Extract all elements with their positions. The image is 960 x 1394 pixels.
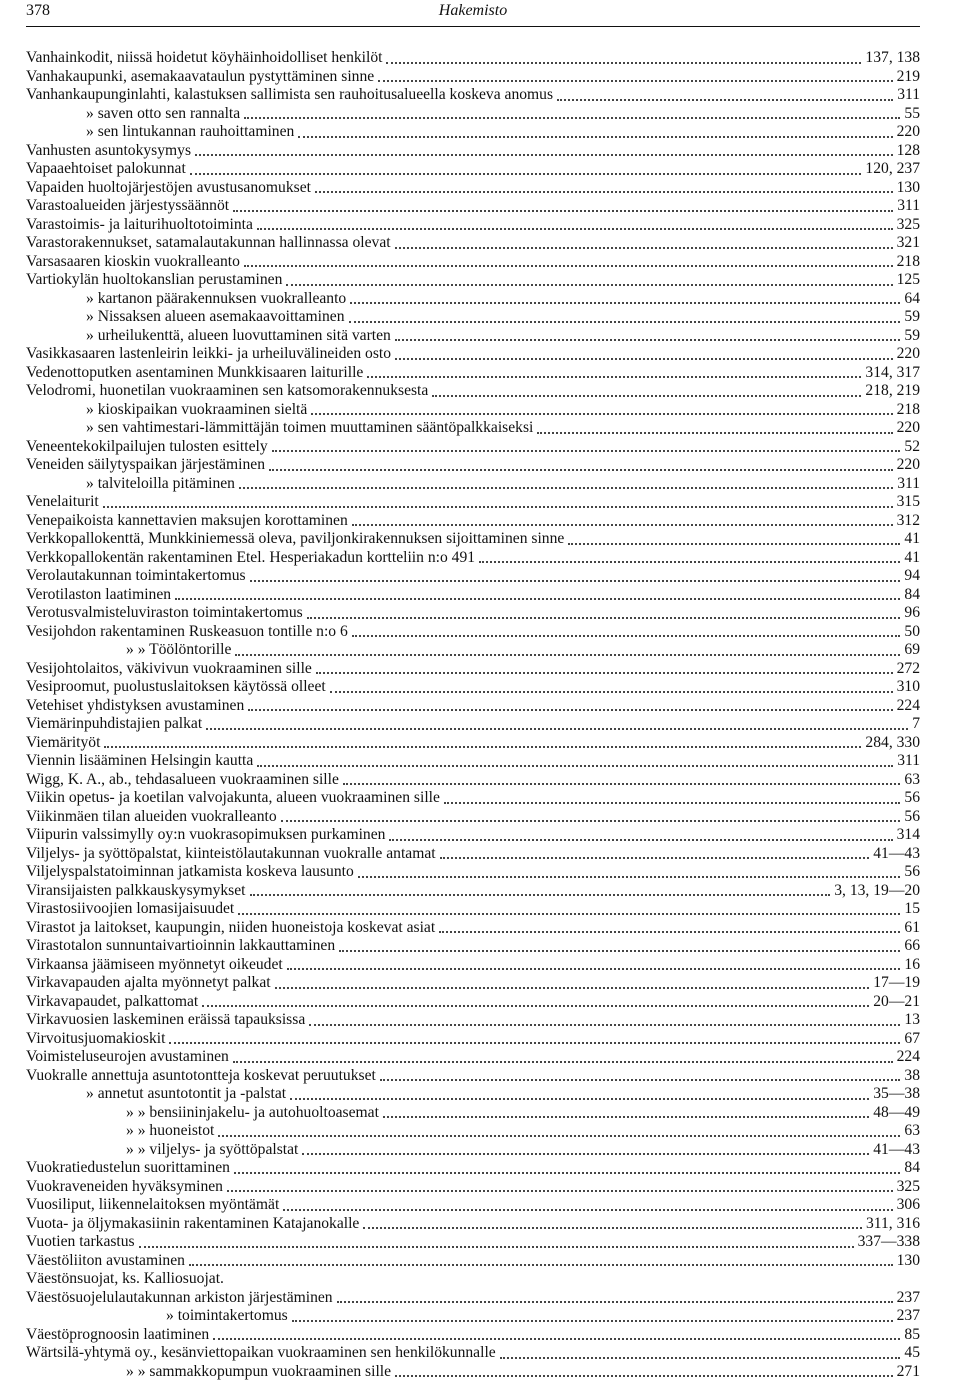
entry-page-ref: 94 bbox=[904, 567, 920, 584]
entry-page-ref: 312 bbox=[896, 511, 920, 529]
index-entry bbox=[26, 549, 920, 568]
entry-page-ref: 69 bbox=[904, 641, 920, 658]
dot-leader bbox=[287, 967, 901, 970]
index-entry bbox=[26, 697, 920, 716]
entry-text: Väestösuojelulautakunnan arkiston järjestäminen bbox=[26, 1288, 333, 1306]
entry-page-ref: 125 bbox=[896, 271, 920, 288]
index-entry bbox=[26, 1067, 920, 1086]
entry-page-ref: 66 bbox=[904, 937, 920, 954]
index-entry bbox=[26, 1122, 920, 1141]
index-entry bbox=[26, 419, 920, 438]
index-entry bbox=[26, 826, 920, 845]
entry-text: Virastot ja laitokset, kaupungin, niiden huoneistoja koskevat asiat bbox=[26, 918, 436, 936]
index-entry bbox=[26, 919, 920, 938]
entry-page-ref: 64 bbox=[904, 289, 920, 307]
index-entry bbox=[26, 567, 920, 586]
dot-leader bbox=[352, 523, 893, 526]
dot-leader bbox=[257, 764, 893, 767]
index-entry bbox=[26, 1215, 920, 1234]
index-entry bbox=[26, 456, 920, 475]
entry-text: Voimisteluseurojen avustaminen bbox=[26, 1048, 229, 1065]
dot-leader bbox=[248, 708, 892, 711]
index-entry bbox=[26, 586, 920, 605]
dot-leader bbox=[283, 1208, 892, 1211]
index-entry bbox=[26, 105, 920, 124]
index-entry bbox=[26, 845, 920, 864]
entry-text: Varsasaaren kioskin vuokralleanto bbox=[26, 252, 240, 270]
entry-text: » » bensiininjakelu- ja autohuoltoasemat bbox=[126, 1103, 379, 1121]
entry-text: Vuotien tarkastus bbox=[26, 1233, 135, 1250]
entry-text: Väestöliiton avustaminen bbox=[26, 1251, 185, 1269]
entry-page-ref: 85 bbox=[904, 1325, 920, 1343]
index-entry bbox=[26, 68, 920, 87]
entry-page-ref: 48—49 bbox=[873, 1103, 920, 1121]
dot-leader bbox=[233, 1060, 893, 1063]
index-entry bbox=[26, 1030, 920, 1049]
index-entry bbox=[26, 1363, 920, 1382]
dot-leader bbox=[250, 579, 901, 582]
entry-page-ref: 237 bbox=[896, 1288, 920, 1306]
entry-page-ref: 120, 237 bbox=[865, 160, 920, 177]
index-entry bbox=[26, 623, 920, 642]
dot-leader bbox=[175, 597, 900, 600]
entry-page-ref: 96 bbox=[904, 604, 920, 621]
dot-leader bbox=[479, 560, 900, 563]
entry-text: Viljelyspalstatoiminnan jatkamista koskeva lausunto bbox=[26, 863, 354, 880]
entry-page-ref: 56 bbox=[904, 789, 920, 806]
entry-text: Verotusvalmisteluviraston toimintakertomus bbox=[26, 604, 303, 621]
dot-leader bbox=[352, 634, 901, 637]
entry-text: Wärtsilä-yhtymä oy., kesänviettopaikan vuokraaminen sen henkilökunnalle bbox=[26, 1344, 496, 1361]
index-entry bbox=[26, 715, 920, 734]
index-entry bbox=[26, 49, 920, 68]
entry-page-ref: 84 bbox=[904, 1159, 920, 1176]
index-entry bbox=[26, 197, 920, 216]
entry-text: Vanhainkodit, niissä hoidetut köyhäinhoidolliset henkilöt bbox=[26, 49, 383, 66]
dot-leader bbox=[233, 209, 893, 212]
entry-text: » sen vahtimestari-lämmittäjän toimen muuttaminen sääntöpalkkaiseksi bbox=[86, 419, 534, 436]
entry-text: Veneiden säilytyspaikan järjestäminen bbox=[26, 456, 266, 473]
dot-leader bbox=[275, 986, 870, 989]
entry-text: Vesijohdon rakentaminen Ruskeasuon tontille n:o 6 bbox=[26, 622, 348, 640]
dot-leader bbox=[228, 1284, 916, 1285]
index-entry bbox=[26, 86, 920, 105]
dot-leader bbox=[281, 819, 901, 822]
entry-text: Väestöprognoosin laatiminen bbox=[26, 1325, 210, 1343]
dot-leader bbox=[358, 875, 901, 878]
index-entry bbox=[26, 401, 920, 420]
index-entry bbox=[26, 290, 920, 309]
entry-text: Vesijohtolaitos, väkivivun vuokraaminen sille bbox=[26, 659, 312, 677]
index-entry bbox=[26, 974, 920, 993]
entry-page-ref: 218, 219 bbox=[865, 382, 920, 399]
page-header bbox=[26, 0, 920, 26]
entry-text: Virkaansa jäämiseen myönnetyt oikeudet bbox=[26, 955, 283, 973]
entry-page-ref: 311 bbox=[897, 474, 920, 492]
dot-leader bbox=[500, 1356, 901, 1359]
dot-leader bbox=[343, 782, 901, 785]
entry-page-ref: 41 bbox=[904, 530, 920, 547]
index-entry bbox=[26, 493, 920, 512]
index-entry bbox=[26, 863, 920, 882]
entry-text: Virvoitusjuomakioskit bbox=[26, 1029, 166, 1047]
entry-page-ref: 56 bbox=[904, 863, 920, 880]
dot-leader bbox=[349, 320, 901, 323]
entry-text: Viennin lisääminen Helsingin kautta bbox=[26, 752, 254, 769]
entry-text: Velodromi, huonetilan vuokraaminen sen katsomorakennuksesta bbox=[26, 382, 429, 399]
entry-text: » toimintakertomus bbox=[166, 1307, 288, 1324]
dot-leader bbox=[537, 431, 892, 434]
dot-leader bbox=[367, 375, 861, 378]
index-entry bbox=[26, 1289, 920, 1308]
dot-leader bbox=[309, 1023, 900, 1026]
entry-page-ref: 3, 13, 19—20 bbox=[834, 881, 920, 899]
entry-text: Varastoimis- ja laiturihuoltotoiminta bbox=[26, 215, 253, 233]
entry-text: Vasikkasaaren lastenleirin leikki- ja urheiluvälineiden osto bbox=[26, 345, 392, 362]
dot-leader bbox=[213, 1337, 900, 1340]
dot-leader bbox=[195, 153, 893, 156]
entry-page-ref: 13 bbox=[904, 1011, 920, 1028]
entry-page-ref: 314, 317 bbox=[865, 363, 920, 381]
dot-leader bbox=[269, 468, 893, 471]
dot-leader bbox=[316, 671, 893, 674]
dot-leader bbox=[250, 893, 831, 896]
dot-leader bbox=[432, 394, 861, 397]
index-entry bbox=[26, 234, 920, 253]
dot-leader bbox=[139, 1245, 854, 1248]
index-entries bbox=[26, 49, 920, 1381]
entry-page-ref: 63 bbox=[904, 770, 920, 788]
dot-leader bbox=[290, 1097, 869, 1100]
index-entry bbox=[26, 530, 920, 549]
entry-page-ref: 237 bbox=[896, 1307, 920, 1324]
entry-text: Verotilaston laatiminen bbox=[26, 585, 172, 603]
dot-leader bbox=[227, 1189, 893, 1192]
index-entry bbox=[26, 123, 920, 142]
index-entry bbox=[26, 1307, 920, 1326]
entry-text: Vuokralle annettuja asuntotontteja koskevat peruutukset bbox=[26, 1066, 376, 1084]
entry-text: » annetut asuntotontit ja -palstat bbox=[86, 1085, 287, 1102]
index-entry bbox=[26, 308, 920, 327]
entry-text: Virkavuosien laskeminen eräissä tapauksissa bbox=[26, 1011, 306, 1028]
entry-text: Viikinmäen tilan alueiden vuokralleanto bbox=[26, 807, 277, 825]
entry-page-ref: 220 bbox=[896, 345, 920, 362]
index-entry bbox=[26, 900, 920, 919]
index-entry bbox=[26, 1085, 920, 1104]
entry-text: Veneentekokilpailujen tulosten esittely bbox=[26, 437, 268, 455]
entry-text: » saven otto sen rannalta bbox=[86, 104, 241, 122]
index-entry bbox=[26, 641, 920, 660]
dot-leader bbox=[307, 616, 901, 619]
index-entry bbox=[26, 734, 920, 753]
dot-leader bbox=[330, 690, 893, 693]
dot-leader bbox=[386, 61, 861, 64]
entry-page-ref: 128 bbox=[896, 141, 920, 159]
dot-leader bbox=[380, 1078, 901, 1081]
dot-leader bbox=[103, 505, 893, 508]
entry-text: Virkavapauden ajalta myönnetyt palkat bbox=[26, 974, 271, 991]
dot-leader bbox=[440, 856, 870, 859]
index-entry bbox=[26, 1196, 920, 1215]
entry-text: Wigg, K. A., ab., tehdasalueen vuokraaminen sille bbox=[26, 770, 339, 788]
entry-page-ref: 310 bbox=[896, 678, 920, 695]
index-entry bbox=[26, 771, 920, 790]
entry-text: Venepaikoista kannettavien maksujen korottaminen bbox=[26, 511, 348, 529]
entry-page-ref: 130 bbox=[896, 178, 920, 196]
running-title: Hakemisto bbox=[438, 2, 508, 19]
index-entry bbox=[26, 1326, 920, 1345]
dot-leader bbox=[568, 542, 900, 545]
dot-leader bbox=[339, 949, 900, 952]
dot-leader bbox=[272, 449, 901, 452]
entry-page-ref: 315 bbox=[896, 493, 920, 510]
entry-page-ref: 38 bbox=[904, 1066, 920, 1084]
entry-page-ref: 137, 138 bbox=[865, 49, 920, 66]
entry-page-ref: 271 bbox=[896, 1362, 920, 1380]
dot-leader bbox=[257, 227, 893, 230]
entry-page-ref: 311 bbox=[897, 752, 920, 769]
entry-text: Verolautakunnan toimintakertomus bbox=[26, 567, 246, 584]
entry-text: » sen lintukannan rauhoittaminen bbox=[86, 123, 295, 140]
index-entry bbox=[26, 1048, 920, 1067]
entry-page-ref: 311, 316 bbox=[866, 1214, 920, 1232]
entry-page-ref: 306 bbox=[896, 1196, 920, 1213]
entry-page-ref: 16 bbox=[904, 955, 920, 973]
entry-text: Varastorakennukset, satamalautakunnan hallinnassa olevat bbox=[26, 234, 391, 251]
index-entry bbox=[26, 1233, 920, 1252]
entry-page-ref: 59 bbox=[904, 308, 920, 325]
index-entry bbox=[26, 1178, 920, 1197]
index-entry bbox=[26, 1344, 920, 1363]
entry-page-ref: 314 bbox=[896, 826, 920, 843]
entry-text: » Nissaksen alueen asemakaavoittaminen bbox=[86, 308, 345, 325]
index-entry bbox=[26, 1141, 920, 1160]
dot-leader bbox=[169, 1041, 900, 1044]
entry-text: Viipurin valssimylly oy:n vuokrasopimuksen purkaminen bbox=[26, 826, 386, 843]
dot-leader bbox=[363, 1226, 862, 1229]
dot-leader bbox=[395, 246, 893, 249]
entry-page-ref: 67 bbox=[904, 1029, 920, 1047]
index-entry bbox=[26, 752, 920, 771]
dot-leader bbox=[292, 1319, 893, 1322]
entry-page-ref: 272 bbox=[896, 659, 920, 677]
entry-text: Vartiokylän huoltokanslian perustaminen bbox=[26, 271, 283, 288]
dot-leader bbox=[234, 1171, 901, 1174]
index-entry bbox=[26, 993, 920, 1012]
entry-text: Vuokraveneiden hyväksyminen bbox=[26, 1177, 223, 1195]
entry-page-ref: 311 bbox=[897, 86, 920, 103]
entry-page-ref: 325 bbox=[896, 1177, 920, 1195]
entry-text: Vapaaehtoiset palokunnat bbox=[26, 160, 186, 177]
header-rule bbox=[26, 26, 920, 27]
index-entry bbox=[26, 1011, 920, 1030]
dot-leader bbox=[395, 338, 901, 341]
entry-page-ref: 15 bbox=[904, 900, 920, 917]
entry-text: Vuota- ja öljymakasiinin rakentaminen Katajanokalle bbox=[26, 1214, 360, 1232]
entry-page-ref: 321 bbox=[896, 234, 920, 251]
dot-leader bbox=[311, 412, 892, 415]
entry-page-ref: 41—43 bbox=[873, 844, 920, 862]
dot-leader bbox=[190, 172, 862, 175]
dot-leader bbox=[239, 486, 893, 489]
entry-page-ref: 56 bbox=[904, 807, 920, 825]
dot-leader bbox=[302, 1152, 869, 1155]
entry-text: Vanhankaupunginlahti, kalastuksen sallimista sen rauhoitusalueella koskeva anomus bbox=[26, 86, 554, 103]
entry-text: » talviteloilla pitäminen bbox=[86, 474, 235, 492]
entry-page-ref: 337—338 bbox=[857, 1233, 920, 1250]
index-entry bbox=[26, 1252, 920, 1271]
index-entry bbox=[26, 956, 920, 975]
entry-page-ref: 219 bbox=[896, 67, 920, 85]
entry-page-ref: 220 bbox=[896, 123, 920, 140]
entry-text: Virastosiivoojien lomasijaisuudet bbox=[26, 900, 235, 917]
dot-leader bbox=[557, 98, 893, 101]
index-entry bbox=[26, 438, 920, 457]
dot-leader bbox=[439, 930, 900, 933]
dot-leader bbox=[389, 838, 892, 841]
index-entry bbox=[26, 179, 920, 198]
entry-page-ref: 45 bbox=[904, 1344, 920, 1361]
entry-page-ref: 63 bbox=[904, 1122, 920, 1139]
entry-page-ref: 41 bbox=[904, 548, 920, 566]
entry-page-ref: 311 bbox=[897, 197, 920, 214]
entry-text: » kioskipaikan vuokraaminen sieltä bbox=[86, 400, 308, 418]
index-entry bbox=[26, 937, 920, 956]
entry-text: Viljelys- ja syöttöpalstat, kiinteistölautakunnan vuokralle antamat bbox=[26, 844, 436, 862]
entry-page-ref: 220 bbox=[896, 456, 920, 473]
entry-page-ref: 17—19 bbox=[873, 974, 920, 991]
entry-text: Vetehiset yhdistyksen avustaminen bbox=[26, 696, 245, 714]
entry-page-ref: 50 bbox=[904, 622, 920, 640]
page-number: 378 bbox=[26, 2, 50, 19]
dot-leader bbox=[298, 135, 892, 138]
entry-text: Venelaiturit bbox=[26, 493, 99, 510]
entry-text: » urheilukenttä, alueen luovuttaminen sitä varten bbox=[86, 326, 391, 344]
entry-page-ref: 220 bbox=[896, 419, 920, 436]
index-entry bbox=[26, 142, 920, 161]
dot-leader bbox=[244, 116, 900, 119]
entry-page-ref: 284, 330 bbox=[865, 733, 920, 751]
entry-text: Väestönsuojat, ks. Kalliosuojat. bbox=[26, 1270, 224, 1287]
index-entry bbox=[26, 1270, 920, 1289]
dot-leader bbox=[104, 745, 861, 748]
dot-leader bbox=[395, 357, 893, 360]
index-entry bbox=[26, 882, 920, 901]
entry-page-ref: 218 bbox=[896, 400, 920, 418]
entry-text: Verkkopallokentän rakentaminen Etel. Hesperiakadun kortteliin n:o 491 bbox=[26, 548, 476, 566]
entry-page-ref: 55 bbox=[904, 104, 920, 122]
entry-text: Viemärityöt bbox=[26, 733, 101, 751]
entry-text: Vapaiden huoltojärjestöjen avustusanomukset bbox=[26, 178, 311, 196]
index-entry bbox=[26, 604, 920, 623]
index-entry bbox=[26, 382, 920, 401]
dot-leader bbox=[218, 1134, 900, 1137]
entry-page-ref: 41—43 bbox=[873, 1140, 920, 1158]
entry-text: Vesiproomut, puolustuslaitoksen käytössä olleet bbox=[26, 678, 326, 695]
index-entry bbox=[26, 271, 920, 290]
entry-page-ref: 20—21 bbox=[873, 992, 920, 1010]
entry-page-ref: 52 bbox=[904, 437, 920, 455]
dot-leader bbox=[337, 1300, 893, 1303]
index-entry bbox=[26, 660, 920, 679]
dot-leader bbox=[315, 190, 893, 193]
entry-text: Vanhusten asuntokysymys bbox=[26, 141, 192, 159]
entry-text: » » huoneistot bbox=[126, 1122, 215, 1139]
entry-text: Vuokratiedustelun suorittaminen bbox=[26, 1159, 230, 1176]
dot-leader bbox=[395, 1374, 893, 1377]
dot-leader bbox=[202, 1004, 869, 1007]
index-entry bbox=[26, 364, 920, 383]
index-entry bbox=[26, 475, 920, 494]
entry-text: » » viljelys- ja syöttöpalstat bbox=[126, 1140, 299, 1158]
index-entry bbox=[26, 512, 920, 531]
dot-leader bbox=[189, 1263, 893, 1266]
index-entry bbox=[26, 1104, 920, 1123]
dot-leader bbox=[378, 79, 892, 82]
entry-page-ref: 61 bbox=[904, 918, 920, 936]
index-entry bbox=[26, 160, 920, 179]
index-entry bbox=[26, 678, 920, 697]
dot-leader bbox=[444, 801, 900, 804]
entry-text: Vuosiliput, liikennelaitoksen myöntämät bbox=[26, 1196, 280, 1213]
entry-page-ref: 325 bbox=[896, 215, 920, 233]
dot-leader bbox=[286, 283, 892, 286]
index-entry bbox=[26, 789, 920, 808]
index-entry bbox=[26, 216, 920, 235]
entry-text: Verkkopallokenttä, Munkkiniemessä oleva, paviljonkirakennuksen sijoittaminen sinne bbox=[26, 530, 565, 547]
entry-page-ref: 218 bbox=[896, 252, 920, 270]
entry-text: Viemärinpuhdistajien palkat bbox=[26, 715, 203, 732]
entry-page-ref: 224 bbox=[896, 1048, 920, 1065]
index-entry bbox=[26, 808, 920, 827]
entry-text: Viransijaisten palkkauskysymykset bbox=[26, 881, 246, 899]
index-entry bbox=[26, 327, 920, 346]
entry-page-ref: 35—38 bbox=[873, 1085, 920, 1102]
entry-text: Virastotalon sunnuntaivartioinnin lakkauttaminen bbox=[26, 937, 336, 954]
entry-page-ref: 59 bbox=[904, 326, 920, 344]
dot-leader bbox=[383, 1115, 869, 1118]
entry-text: Varastoalueiden järjestyssäännöt bbox=[26, 197, 230, 214]
entry-text: Vanhakaupunki, asemakaavataulun pystyttäminen sinne bbox=[26, 67, 375, 85]
dot-leader bbox=[238, 912, 900, 915]
entry-text: Vedenottoputken asentaminen Munkkisaaren laiturille bbox=[26, 363, 364, 381]
dot-leader bbox=[350, 301, 900, 304]
entry-page-ref: 130 bbox=[896, 1251, 920, 1269]
dot-leader bbox=[206, 727, 908, 730]
entry-text: Viikin opetus- ja koetilan valvojakunta, alueen vuokraaminen sille bbox=[26, 789, 440, 806]
entry-text: » » sammakkopumpun vuokraaminen sille bbox=[126, 1362, 392, 1380]
entry-text: » kartanon päärakennuksen vuokralleanto bbox=[86, 289, 347, 307]
index-entry bbox=[26, 253, 920, 272]
entry-page-ref: 7 bbox=[912, 715, 920, 732]
index-entry bbox=[26, 345, 920, 364]
entry-text: » » Töölöntorille bbox=[126, 641, 232, 658]
entry-page-ref: 84 bbox=[904, 585, 920, 603]
index-entry bbox=[26, 1159, 920, 1178]
entry-text: Virkavapaudet, palkattomat bbox=[26, 992, 199, 1010]
dot-leader bbox=[235, 653, 900, 656]
entry-page-ref: 224 bbox=[896, 696, 920, 714]
dot-leader bbox=[244, 264, 893, 267]
